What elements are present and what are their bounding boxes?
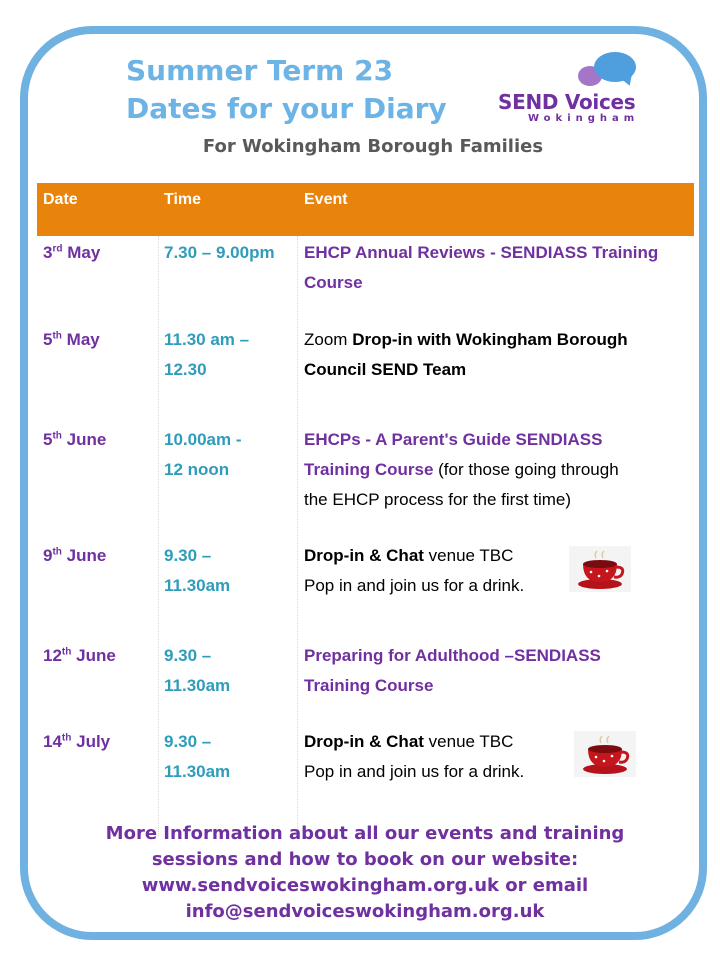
event-date: 14th July bbox=[43, 732, 111, 751]
speech-bubble-tail bbox=[621, 74, 636, 88]
footer-line-1: More Information about all our events and training bbox=[105, 823, 625, 844]
event-description: Drop-in & Chat venue TBC Pop in and join us for a drink. bbox=[304, 546, 525, 595]
event-description: EHCP Annual Reviews - SENDIASS Training Course bbox=[304, 243, 659, 292]
column-header-event: Event bbox=[304, 191, 348, 208]
event-date: 9th June bbox=[43, 546, 107, 565]
column-divider bbox=[297, 236, 298, 836]
event-date: 12th June bbox=[43, 646, 116, 665]
event-time: 9.30 – 11.30am bbox=[164, 732, 231, 781]
event-description: Preparing for Adulthood –SENDIASS Training Course bbox=[304, 646, 601, 695]
event-description: Zoom Drop-in with Wokingham Borough Council SEND Team bbox=[304, 330, 628, 379]
event-time: 7.30 – 9.00pm bbox=[164, 243, 275, 262]
event-time: 9.30 – 11.30am bbox=[164, 546, 231, 595]
column-header-date: Date bbox=[43, 191, 78, 208]
event-date: 5th June bbox=[43, 430, 107, 449]
event-description: Drop-in & Chat venue TBC Pop in and join us for a drink. bbox=[304, 732, 525, 781]
send-voices-logo bbox=[498, 50, 656, 128]
tea-cup-icon bbox=[574, 731, 636, 777]
column-header-time: Time bbox=[164, 191, 202, 208]
table-header bbox=[37, 183, 694, 236]
logo-subtitle: Wokingham bbox=[528, 113, 640, 124]
event-date: 3rd May bbox=[43, 243, 101, 262]
page-subtitle: For Wokingham Borough Families bbox=[202, 136, 544, 157]
title-line-2: Dates for your Diary bbox=[126, 92, 447, 125]
event-description: EHCPs - A Parent's Guide SENDIASS Training Course (for those going through the EHCP process for the first time) bbox=[304, 430, 619, 509]
event-time: 11.30 am – 12.30 bbox=[164, 330, 250, 379]
logo-name: SEND Voices bbox=[498, 90, 636, 114]
column-divider bbox=[158, 236, 159, 836]
title-line-1: Summer Term 23 bbox=[126, 54, 394, 87]
tea-cup-icon bbox=[569, 546, 631, 592]
event-date: 5th May bbox=[43, 330, 100, 349]
page-title bbox=[126, 52, 447, 128]
event-time: 9.30 – 11.30am bbox=[164, 646, 231, 695]
website-link[interactable]: www.sendvoiceswokingham.org.uk or email bbox=[141, 875, 589, 896]
footer-line-2: sessions and how to book on our website: bbox=[151, 849, 579, 870]
event-time: 10.00am - 12 noon bbox=[164, 430, 242, 479]
footer-info bbox=[0, 821, 720, 925]
email-link[interactable]: info@sendvoiceswokingham.org.uk bbox=[185, 901, 545, 922]
